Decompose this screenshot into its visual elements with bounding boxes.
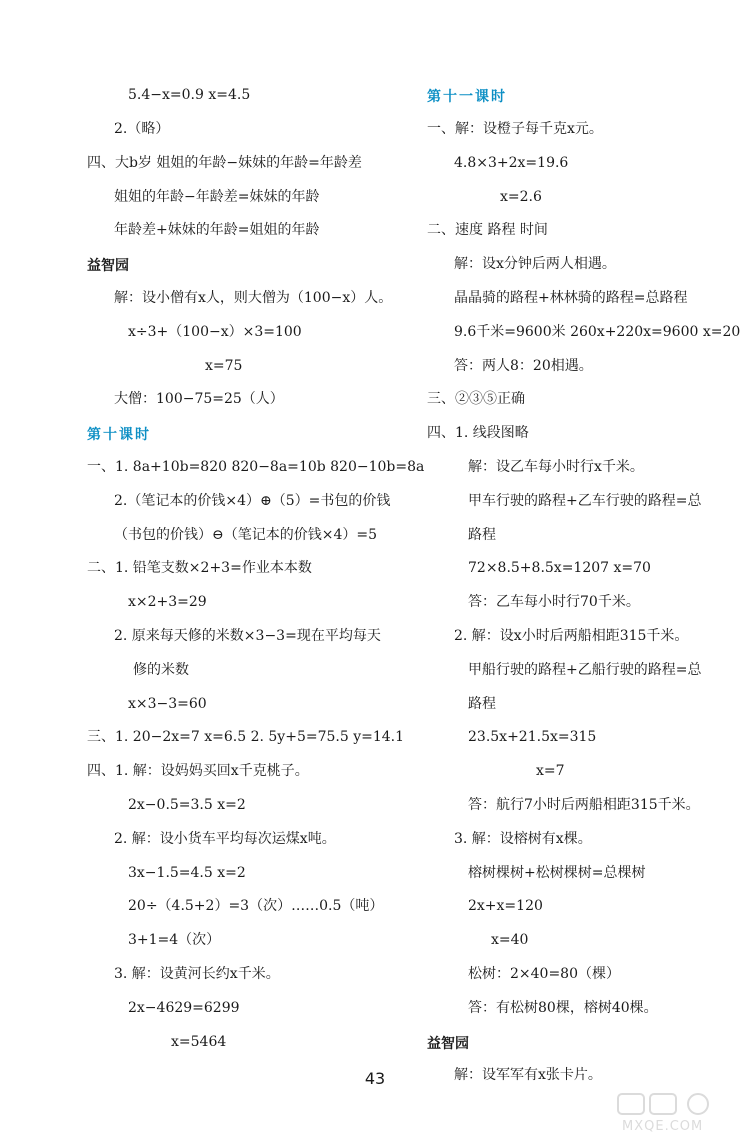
yizhiyuan-heading: 益智园 — [87, 258, 129, 274]
answer-line: 解：设小僧有x人，则大僧为（100−x）人。 — [114, 290, 393, 306]
answer-line: 晶晶骑的路程+林林骑的路程=总路程 — [454, 290, 688, 306]
answer-line: 2. 解：设x小时后两船相距315千米。 — [454, 628, 689, 644]
watermark-text: MXQE.COM — [622, 1119, 704, 1134]
section-heading-lesson-10: 第十课时 — [87, 427, 151, 443]
answer-line: 答：乙车每小时行70千米。 — [468, 594, 640, 610]
answer-line: 答：有松树80棵，榕树40棵。 — [468, 1000, 658, 1016]
answer-line: 20÷（4.5+2）=3（次）……0.5（吨） — [128, 898, 384, 914]
answer-line: 5.4−x=0.9 x=4.5 — [128, 87, 251, 103]
answer-line: 四、1. 线段图略 — [427, 425, 529, 441]
answer-line: 大僧：100−75=25（人） — [114, 391, 284, 407]
answer-line: 修的米数 — [133, 662, 189, 678]
answer-line: 23.5x+21.5x=315 — [468, 729, 597, 745]
answer-line: 三、1. 20−2x=7 x=6.5 2. 5y+5=75.5 y=14.1 — [87, 729, 405, 745]
answer-line: x=40 — [491, 932, 529, 948]
answer-line: （书包的价钱）⊖（笔记本的价钱×4）=5 — [114, 527, 378, 543]
answer-line: x×3−3=60 — [128, 696, 207, 712]
answer-line: x=5464 — [171, 1034, 227, 1050]
answer-line: 答：两人8：20相遇。 — [454, 358, 593, 374]
answer-line: 9.6千米=9600米 260x+220x=9600 x=20 — [454, 324, 741, 340]
answer-line: 2.（笔记本的价钱×4）⊕（5）=书包的价钱 — [114, 493, 391, 509]
answer-line: 2x−0.5=3.5 x=2 — [128, 797, 246, 813]
page-number: 43 — [364, 1069, 386, 1088]
answer-line: 解：设x分钟后两人相遇。 — [454, 256, 616, 272]
yizhiyuan-heading: 益智园 — [427, 1036, 469, 1052]
answer-line: 三、②③⑤正确 — [427, 391, 525, 407]
answer-line: x=7 — [536, 763, 565, 779]
answer-line: 3. 解：设黄河长约x千米。 — [114, 966, 280, 982]
answer-line: 二、1. 铅笔支数×2+3=作业本本数 — [87, 560, 312, 576]
answer-line: 3+1=4（次） — [128, 932, 221, 948]
answer-line: 甲车行驶的路程+乙车行驶的路程=总 — [468, 493, 702, 509]
answer-line: 答：航行7小时后两船相距315千米。 — [468, 797, 700, 813]
answer-line: 榕树棵树+松树棵树=总棵树 — [468, 865, 646, 881]
answer-line: 2. 解：设小货车平均每次运煤x吨。 — [114, 831, 336, 847]
answer-line: 年龄差+妹妹的年龄=姐姐的年龄 — [114, 222, 320, 238]
answer-line: 3x−1.5=4.5 x=2 — [128, 865, 246, 881]
answer-line: x=2.6 — [500, 189, 542, 205]
answer-line: 72×8.5+8.5x=1207 x=70 — [468, 560, 651, 576]
watermark-icon — [612, 1092, 742, 1134]
answer-line: 松树：2×40=80（棵） — [468, 966, 620, 982]
answer-line: 四、大b岁 姐姐的年龄−妹妹的年龄=年龄差 — [87, 155, 362, 171]
answer-line: 4.8×3+2x=19.6 — [454, 155, 569, 171]
answer-line: 四、1. 解：设妈妈买回x千克桃子。 — [87, 763, 309, 779]
answer-line: 2.（略） — [114, 121, 170, 137]
answer-line: 一、1. 8a+10b=820 820−8a=10b 820−10b=8a — [87, 459, 425, 475]
watermark-logo — [612, 1092, 742, 1134]
answer-line: x×2+3=29 — [128, 594, 207, 610]
section-heading-lesson-11: 第十一课时 — [427, 89, 507, 105]
answer-line: 甲船行驶的路程+乙船行驶的路程=总 — [468, 662, 702, 678]
answer-line: x=75 — [205, 358, 243, 374]
answer-line: 二、速度 路程 时间 — [427, 222, 548, 238]
answer-line: 一、解：设橙子每千克x元。 — [427, 121, 603, 137]
answer-line: 路程 — [468, 696, 496, 712]
answer-line: 路程 — [468, 527, 496, 543]
answer-line: 3. 解：设榕树有x棵。 — [454, 831, 592, 847]
answer-line: 2x−4629=6299 — [128, 1000, 240, 1016]
answer-line: 解：设军军有x张卡片。 — [454, 1067, 602, 1083]
answer-line: 姐姐的年龄−年龄差=妹妹的年龄 — [114, 189, 320, 205]
answer-line: 2x+x=120 — [468, 898, 543, 914]
answer-line: 解：设乙车每小时行x千米。 — [468, 459, 644, 475]
answer-line: x÷3+（100−x）×3=100 — [128, 324, 302, 340]
answer-line: 2. 原来每天修的米数×3−3=现在平均每天 — [114, 628, 381, 644]
